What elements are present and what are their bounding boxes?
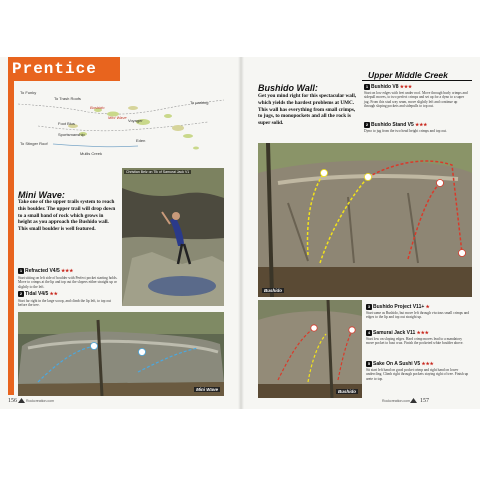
map-label-foot-blus: Foot Blus xyxy=(58,121,75,126)
site-url-left: Rockcreation.com xyxy=(26,399,55,403)
problem-description-r4: Start low on sloping edges. Hard crimp moves lead to a mandatory move pocket to bust crux. Finish the pocketed white boulder above. xyxy=(366,337,464,346)
map-label-to-funky: To Funky xyxy=(20,90,37,95)
bushido-wall-description: Get you mind right for this spectacular wall, which yields the hardest problems at UMC. This wall has everything from small crimps, to jugs, to monopockets and all the rock is super solid. xyxy=(258,93,357,127)
map-label-to-parking: To parking xyxy=(190,100,209,105)
area-map xyxy=(18,86,224,158)
folio-left: 156 xyxy=(8,398,17,404)
map-label-sportsmanship: Sportsmanship xyxy=(58,132,85,137)
problem-heading-r5: 5 Sake On A Sushi V5 ★★★ xyxy=(367,361,434,367)
problem-heading-2: 2 Tidal V4/5 ★★ xyxy=(19,291,58,297)
mini-wave-photo-tag: Mini Wave xyxy=(196,387,218,392)
site-url-right: Rockcreation.com xyxy=(382,399,411,403)
problem-description-1: Start sitting on left side of boulder with Perfect pocket starting holds. Move to crimps at the lip and top out the slopers either straight up or slightly to the left. xyxy=(18,276,118,289)
map-label-bushido: Bushido xyxy=(90,105,105,110)
map-drawing xyxy=(18,86,224,158)
map-label-mullis-creek: Mullis Creek xyxy=(80,151,103,156)
problem-description-2: Start far right in the large scoop, and climb the lip left, to top out before the tree. xyxy=(18,299,111,308)
map-label-eden: Eden xyxy=(136,138,146,143)
map-label-mini-wave: Mini Wave xyxy=(108,115,127,120)
climber-photo xyxy=(122,168,224,306)
bushido-project-photo xyxy=(258,300,362,398)
problem-description-r5: Sit start left hand on good pocket crimp and right hand on lower undercling. Climb right through pockets staying right of tree. Finish up arete to top. xyxy=(366,368,469,381)
mini-wave-description: Take one of the upper trails system to reach this boulder. The upper trail will drop down to a small band of rock which grows in height as you approach the Bushido wall. This small boulder is well featured. xyxy=(18,199,116,233)
folio-right: 157 xyxy=(420,398,429,404)
map-label-to-trash-roofs: To Trash Roofs xyxy=(54,96,81,101)
problem-heading-1: 1 Refracted V4/5 ★★★ xyxy=(19,268,74,274)
page-title-upper-middle-creek: Upper Middle Creek xyxy=(368,70,448,80)
problem-heading-r3: 3 Bushido Project V11+ ★ xyxy=(367,304,430,310)
map-label-voyager: Voyager xyxy=(128,118,143,123)
page-gutter xyxy=(238,57,244,409)
mini-wave-title: Mini Wave: xyxy=(18,190,65,200)
problem-heading-r2: 2 Bushido Stand V5 ★★★ xyxy=(365,122,428,128)
bushido-photo-tag: Bushido xyxy=(264,288,282,293)
photo-caption: Christian Belz on Tik of Samurai Jack V1 xyxy=(126,170,190,174)
bushido-wall-photo xyxy=(258,143,472,297)
publisher-logo-right-icon xyxy=(410,398,417,403)
problem-description-r1: Start on low edges with feet under roof. Move through burly crimps and sidepull moves, to two perfect crimps and set up for a dyno to a super jug. From this stud way seam, move slightly left and continue up through sloping pockets and sidepulls to top out. xyxy=(364,91,468,109)
bushido-wall-title: Bushido Wall: xyxy=(258,83,318,93)
orange-margin-rule xyxy=(8,81,14,395)
mini-wave-photo xyxy=(18,312,224,396)
map-label-to-stinger-roof: To Stinger Roof xyxy=(20,141,48,146)
problem-description-r3: Start same as Bushido, but move left through viscious small crimps and edges to the lip and top out straight up. xyxy=(366,311,470,320)
section-title: Prentice xyxy=(12,60,97,78)
problem-heading-r4: 4 Samurai Jack V11 ★★★ xyxy=(367,330,429,336)
title-rule xyxy=(362,80,472,81)
bushido-small-photo-tag: Bushido xyxy=(338,389,356,394)
problem-description-r2: Dyno to jug from the two head height crimps and top out. xyxy=(364,129,447,133)
problem-heading-r1: 1 Bushido V8 ★★★ xyxy=(365,84,413,90)
publisher-logo-left-icon xyxy=(18,398,25,403)
